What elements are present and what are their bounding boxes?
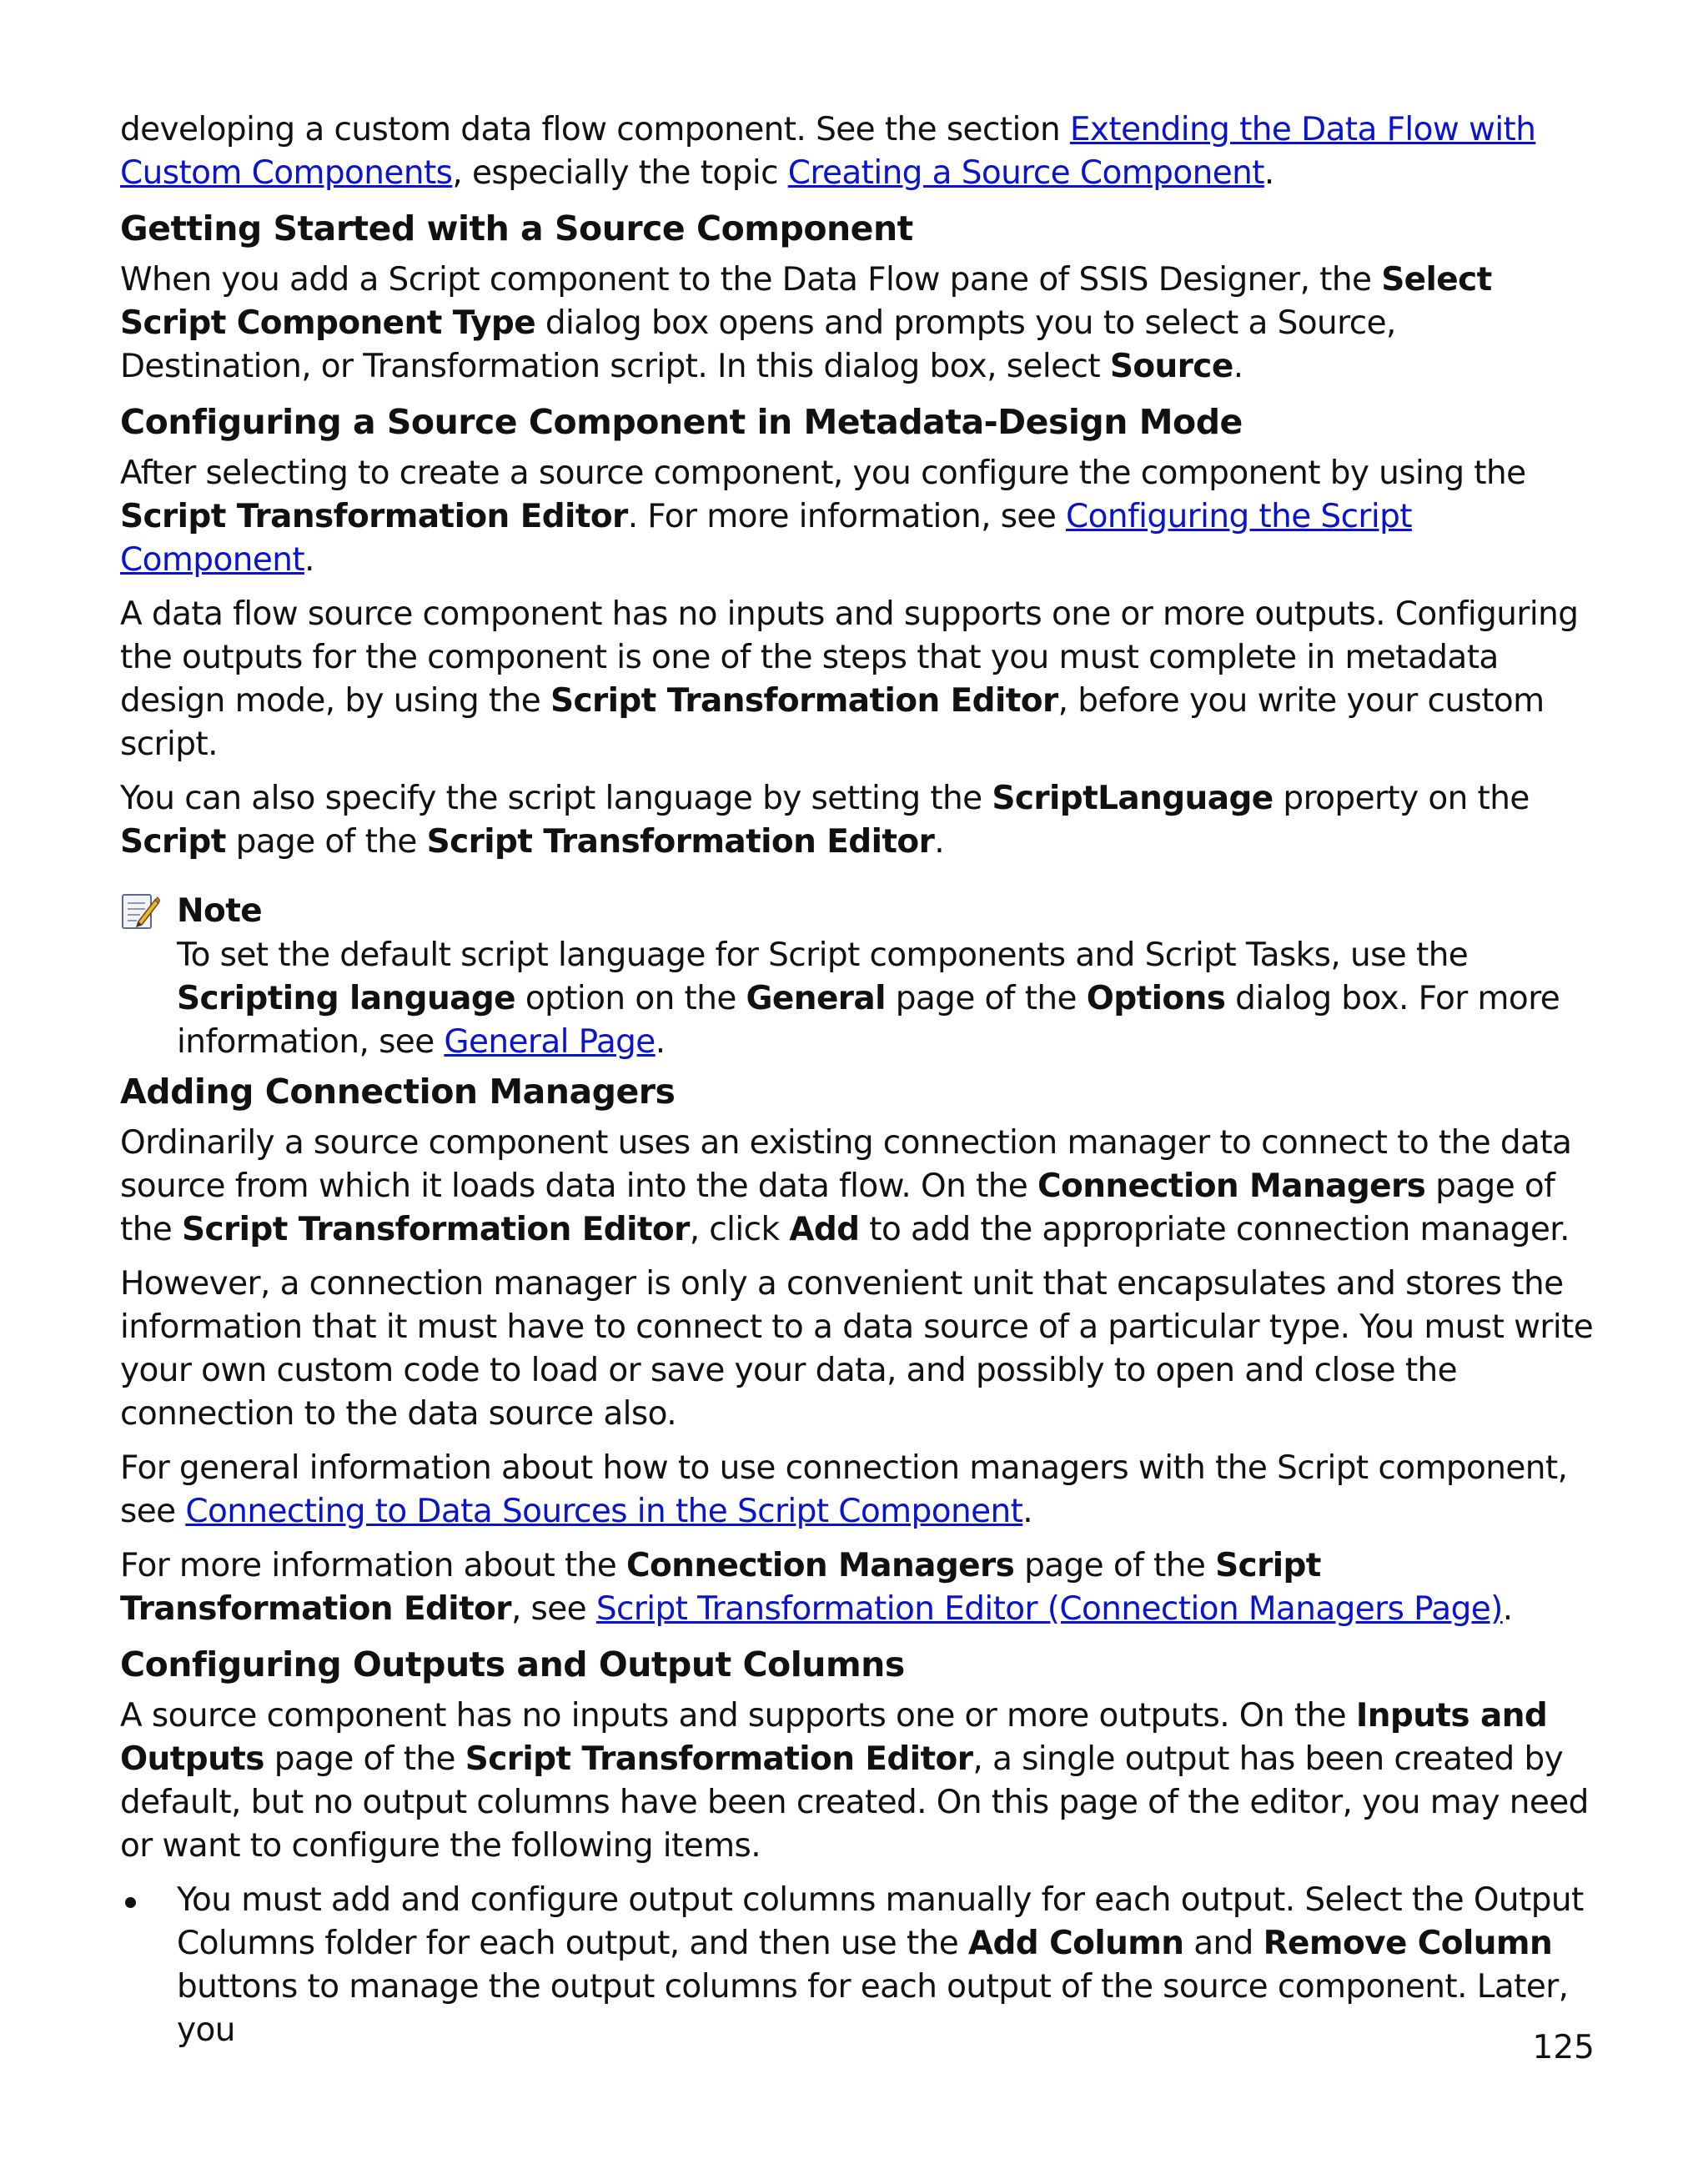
bold-run: Script Transformation Editor	[120, 498, 628, 535]
link-general-page[interactable]: General Page	[444, 1023, 656, 1061]
text-run: , especially the topic	[452, 154, 788, 192]
bullet-list	[120, 1879, 1596, 2052]
text-run: . For more information, see	[627, 498, 1067, 535]
bold-run: Source	[1109, 348, 1233, 385]
paragraph-outputs-default	[120, 1694, 1596, 1868]
page-number: 125	[1532, 2029, 1595, 2066]
bold-run: ScriptLanguage	[992, 780, 1273, 817]
text-run: page of the	[1014, 1547, 1216, 1584]
bold-run: Inputs and Outputs	[120, 1697, 1548, 1778]
note-body	[177, 934, 1596, 1064]
link-connecting-data-sources[interactable]: Connecting to Data Sources in the Script Component	[185, 1493, 1023, 1530]
bold-run: Scripting language	[177, 980, 516, 1017]
bold-run: Script Transformation Editor	[426, 823, 935, 861]
heading-getting-started: Getting Started with a Source Component	[120, 208, 913, 249]
text-run: .	[1263, 154, 1274, 192]
text-run: You must add and configure output columns manually for each output. Select the Output Columns folder for each output, and then use the	[177, 1881, 1584, 1962]
document-page	[120, 108, 1596, 2052]
text-run: , a single output has been created by default, but no output columns have been created. On this page of the editor, you may need or want to configure the following items.	[120, 1740, 1589, 1865]
heading-metadata-design-mode: Configuring a Source Component in Metadata-Design Mode	[120, 402, 1243, 442]
text-run: .	[1022, 1493, 1033, 1530]
note-pencil-icon	[120, 891, 160, 931]
text-run: , click	[689, 1211, 790, 1248]
intro-paragraph	[120, 108, 1596, 195]
paragraph-connection-manager-note: However, a connection manager is only a convenient unit that encapsulates and stores the information that it must have to connect to a data source of a particular type. You must write your own custom code to load or save your data, and possibly to open and close the connection to the data source also.	[120, 1265, 1594, 1433]
text-run: To set the default script language for Script components and Script Tasks, use the	[177, 936, 1469, 974]
bold-run: Connection Managers	[625, 1547, 1015, 1584]
text-run: .	[1233, 348, 1243, 385]
paragraph-getting-started	[120, 259, 1596, 389]
bold-run: Add	[789, 1211, 860, 1248]
text-run: page of the	[264, 1740, 465, 1778]
note-callout	[120, 889, 1596, 1064]
text-run: .	[304, 541, 314, 579]
link-creating-source-component[interactable]: Creating a Source Component	[787, 154, 1264, 192]
bold-run: Remove Column	[1263, 1925, 1553, 1962]
bullet-icon	[125, 1897, 136, 1908]
heading-configuring-outputs: Configuring Outputs and Output Columns	[120, 1644, 905, 1684]
paragraph-general-info	[120, 1447, 1596, 1534]
link-extending-data-flow[interactable]: Extending the Data Flow with Custom Components	[120, 111, 1536, 192]
paragraph-configure-component	[120, 452, 1596, 582]
text-run: Ordinarily a source component uses an existing connection manager to connect to the data source from which it loads data into the data flow. On the	[120, 1124, 1572, 1205]
text-run: You can also specify the script language by setting the	[120, 780, 992, 817]
text-run: property on the	[1273, 780, 1530, 817]
text-run: , before you write your custom script.	[120, 682, 1545, 763]
text-run: page of the	[120, 1167, 1555, 1248]
text-run: page of the	[225, 823, 427, 861]
link-configuring-script-component[interactable]: Configuring the Script Component	[120, 498, 1412, 579]
text-run: A source component has no inputs and supports one or more outputs. On the	[120, 1697, 1356, 1735]
text-run: A data flow source component has no inputs and supports one or more outputs. Configuring the outputs for the component is one of the steps that you must complete in metadata design mode, by using the	[120, 595, 1579, 720]
text-run: page of the	[885, 980, 1087, 1017]
list-item	[120, 1879, 1596, 2052]
text-run: After selecting to create a source component, you configure the component by using the	[120, 454, 1526, 492]
text-run: , see	[510, 1590, 596, 1628]
text-run: For general information about how to use connection managers with the Script component, see	[120, 1449, 1568, 1530]
text-run: and	[1183, 1925, 1263, 1962]
text-run: dialog box. For more information, see	[177, 980, 1560, 1061]
bold-run: Add Column	[967, 1925, 1184, 1962]
bold-run: Script Transformation Editor	[550, 682, 1058, 720]
paragraph-outputs	[120, 593, 1596, 766]
text-run: For more information about the	[120, 1547, 626, 1584]
note-title: Note	[177, 892, 263, 930]
link-connection-managers-page[interactable]: Script Transformation Editor (Connection Managers Page)	[595, 1590, 1503, 1628]
bold-run: Options	[1086, 980, 1226, 1017]
bold-run: Select Script Component Type	[120, 261, 1492, 342]
text-run: dialog box opens and prompts you to select a Source, Destination, or Transformation script. In this dialog box, select	[120, 304, 1396, 385]
text-run: .	[1502, 1590, 1513, 1628]
text-run: developing a custom data flow component. See the section	[120, 111, 1070, 148]
bold-run: Script Transformation Editor	[182, 1211, 690, 1248]
text-run: to add the appropriate connection manager.	[859, 1211, 1570, 1248]
paragraph-script-language	[120, 777, 1596, 864]
paragraph-connection-manager-usage	[120, 1122, 1596, 1252]
text-run: When you add a Script component to the Data Flow pane of SSIS Designer, the	[120, 261, 1382, 299]
text-run: buttons to manage the output columns for each output of the source component. Later, you	[177, 1968, 1569, 2049]
bold-run: Connection Managers	[1037, 1167, 1426, 1205]
bold-run: Script Transformation Editor	[120, 1547, 1321, 1628]
paragraph-more-info	[120, 1544, 1596, 1631]
heading-adding-connection-managers: Adding Connection Managers	[120, 1072, 676, 1112]
text-run: option on the	[515, 980, 746, 1017]
bold-run: Script Transformation Editor	[465, 1740, 973, 1778]
bold-run: General	[746, 980, 886, 1017]
text-run: .	[655, 1023, 666, 1061]
text-run: .	[934, 823, 945, 861]
note-header	[120, 889, 1596, 934]
bold-run: Script	[120, 823, 226, 861]
